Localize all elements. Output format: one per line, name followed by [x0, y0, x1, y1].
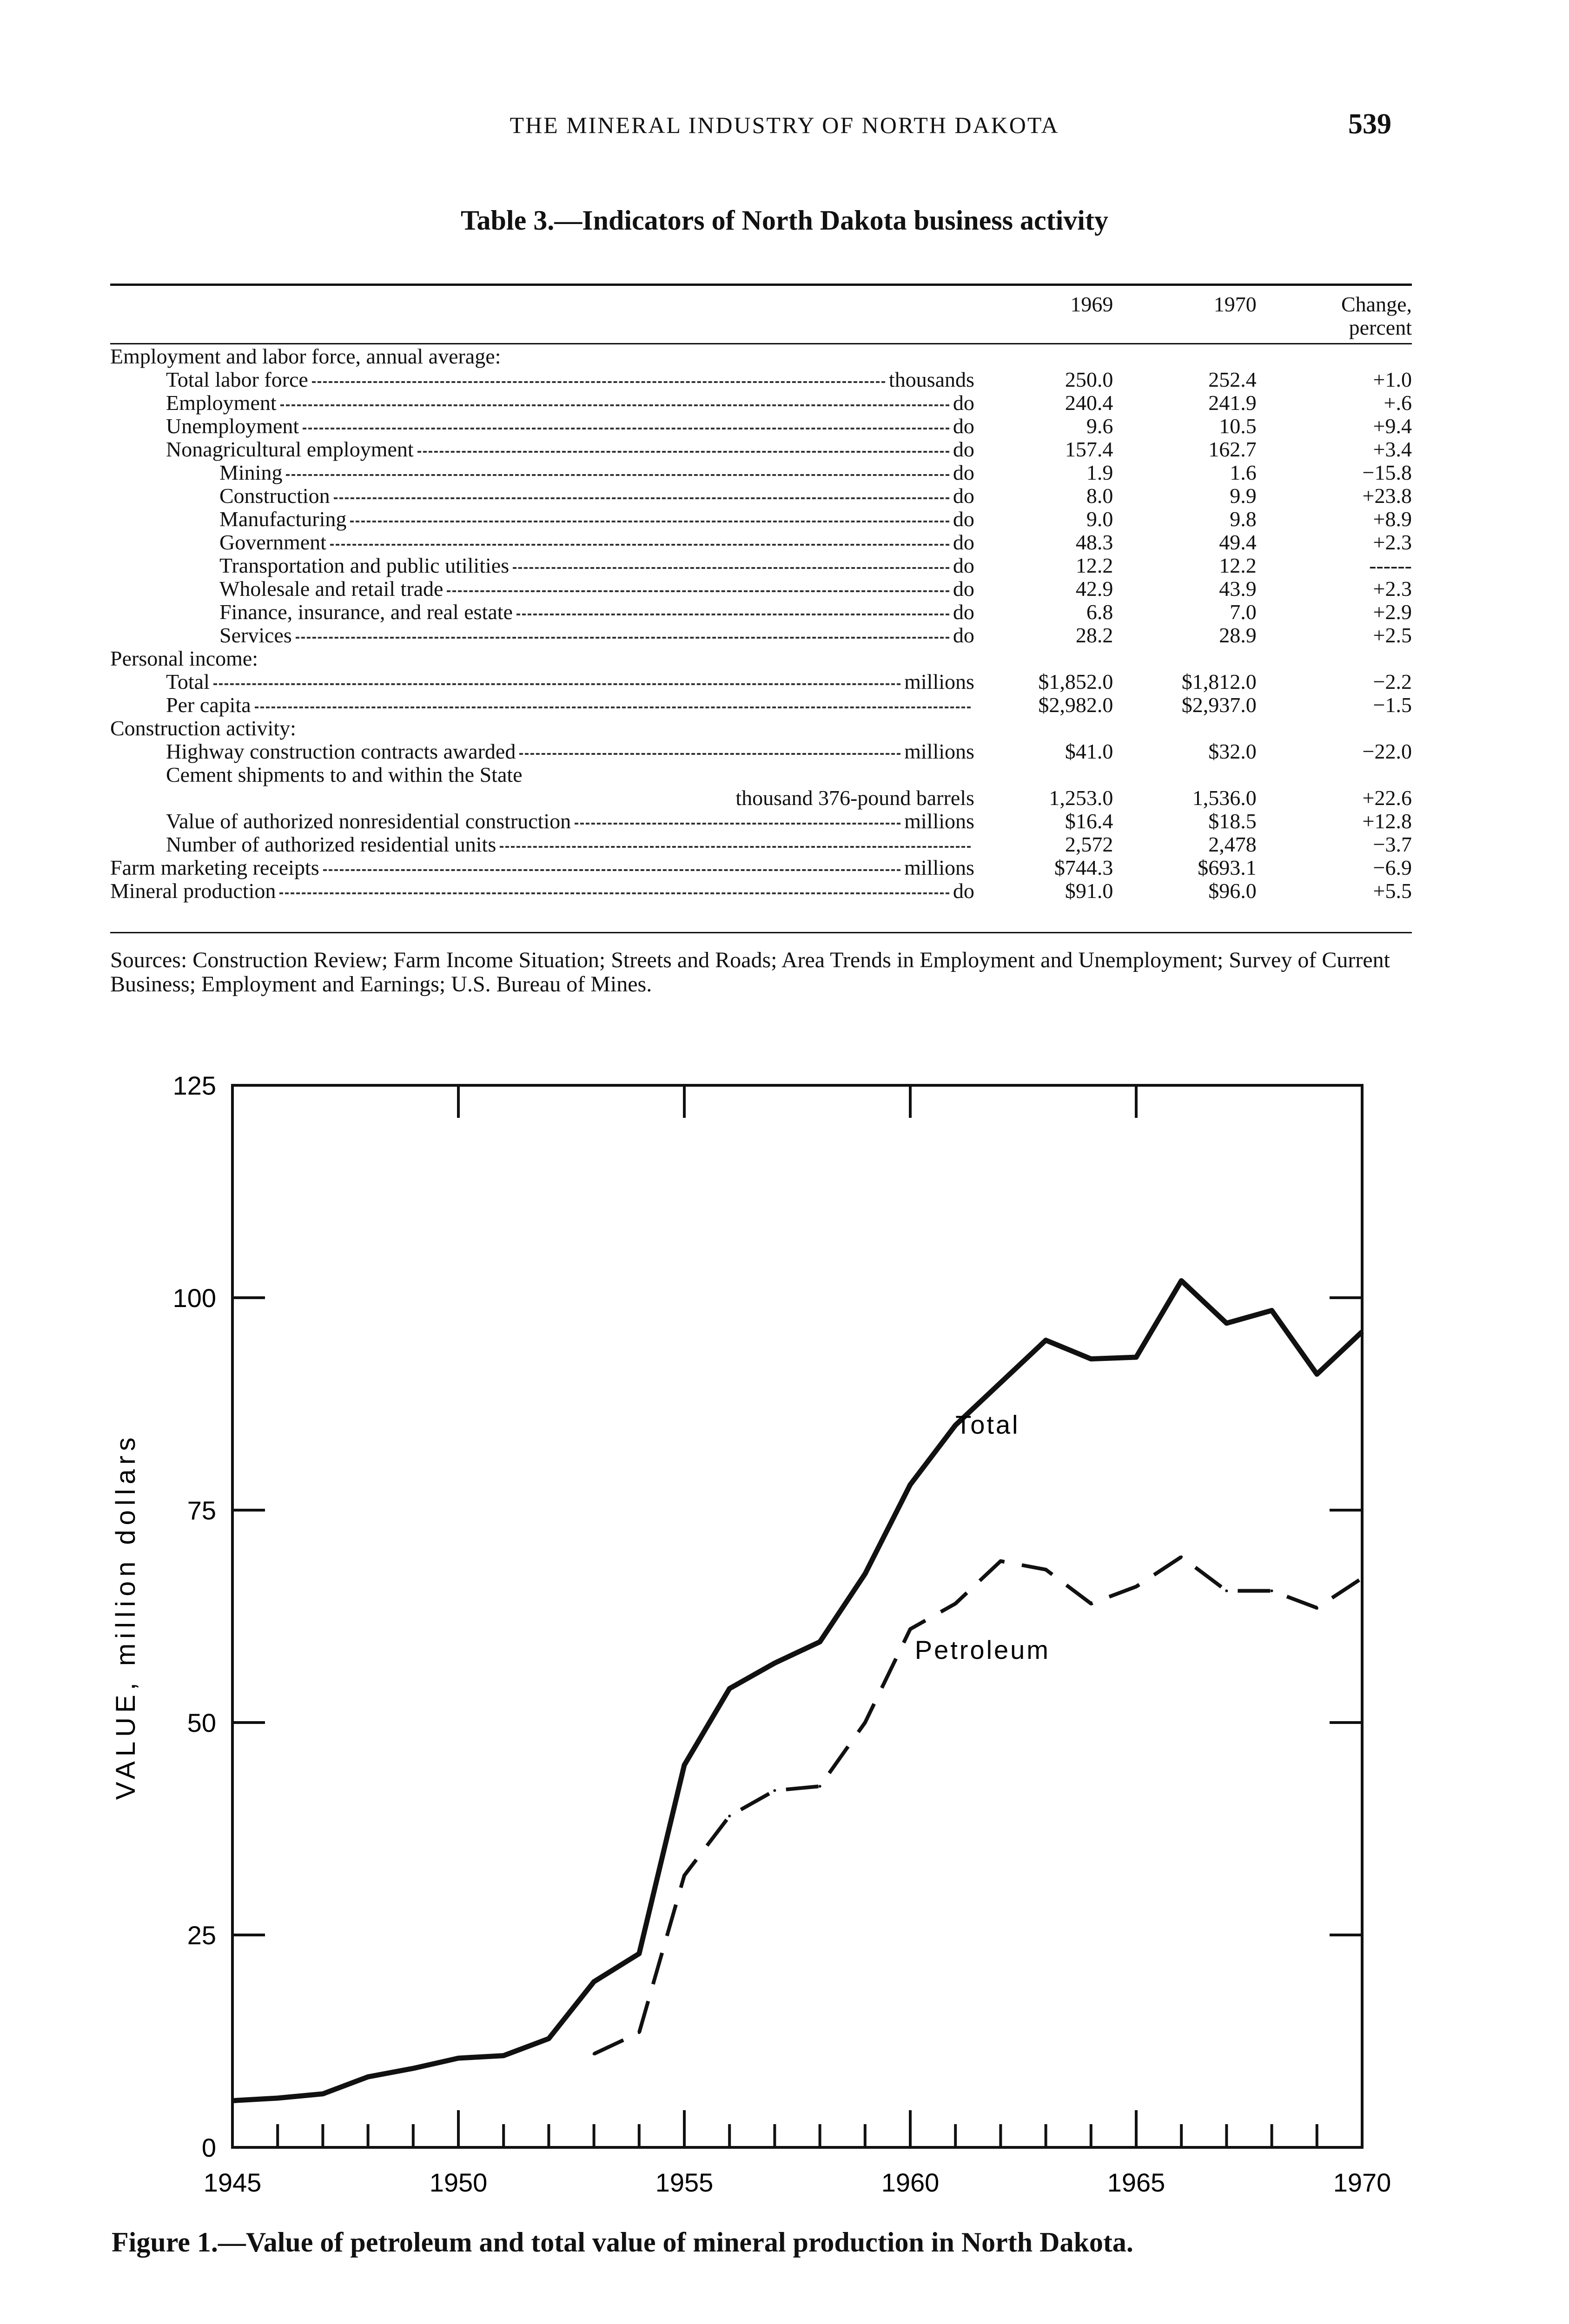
business-activity-table [110, 293, 1412, 903]
table-row [110, 717, 1412, 740]
row-unit: do [953, 879, 974, 903]
row-label-wrap [110, 740, 993, 763]
dot-leader [323, 869, 900, 871]
value-1970: $1,812.0 [1181, 670, 1257, 693]
data-point-total [638, 1952, 641, 1955]
row-label-cell [110, 415, 993, 438]
chart-labels [111, 1071, 1391, 2197]
x-tick-label: 1955 [655, 2168, 714, 2197]
chart-frame [232, 1085, 1362, 2147]
row-label-cell [110, 601, 993, 624]
row-unit: do [953, 461, 974, 484]
table-row [110, 461, 1412, 484]
table-sources-note: Sources: Construction Review; Farm Income Situation; Streets and Roads; Area Trends in Employment and Unemployment; Survey of Current Business; Employment and Earnings; U.S. Bureau of Mines. [110, 948, 1390, 997]
row-label-cell [110, 438, 993, 461]
row-unit: millions [904, 670, 974, 693]
row-label-wrap [110, 879, 993, 903]
data-point-petroleum [1361, 1577, 1364, 1579]
value-change: ------ [1369, 554, 1412, 577]
data-point-petroleum [1180, 1556, 1183, 1558]
data-point-total [367, 2075, 370, 2078]
value-1970: $32.0 [1208, 739, 1257, 763]
row-label-wrap [110, 693, 993, 717]
chart-ticks [232, 1085, 1362, 2147]
row-label: Employment [166, 391, 277, 415]
value-change: −3.7 [1373, 832, 1412, 856]
row-label-cell [110, 484, 993, 508]
table-row [110, 368, 1412, 391]
data-point-petroleum [1045, 1568, 1047, 1571]
row-label-wrap [110, 670, 993, 693]
data-point-total [547, 2037, 550, 2040]
dot-leader [334, 497, 949, 499]
value-1970: 252.4 [1208, 368, 1257, 391]
column-header-change-line1: Change, [1341, 292, 1412, 316]
table-row [110, 624, 1412, 647]
row-label-cell [110, 856, 993, 879]
table-row [110, 531, 1412, 554]
data-point-petroleum [773, 1789, 776, 1792]
table-row [110, 415, 1412, 438]
value-1970 [1136, 647, 1279, 670]
table-body [110, 345, 1412, 903]
data-point-total [593, 1981, 596, 1983]
data-point-total [457, 2057, 460, 2060]
value-change: +2.3 [1373, 577, 1412, 601]
row-label-wrap [110, 484, 993, 508]
table-row [110, 484, 1412, 508]
value-1969 [993, 647, 1136, 670]
data-point-petroleum [1135, 1585, 1138, 1588]
dot-leader [280, 404, 949, 406]
data-point-total [1225, 1322, 1228, 1325]
table-header-row [110, 293, 1412, 345]
value-1970: 9.9 [1230, 484, 1257, 508]
row-label: Highway construction contracts awarded [166, 739, 516, 763]
row-label-wrap [110, 763, 993, 786]
row-label-cell [110, 879, 993, 903]
row-label: Total labor force [166, 368, 308, 391]
value-change: +12.8 [1362, 809, 1412, 833]
value-change: +1.0 [1373, 368, 1412, 391]
row-unit: do [953, 577, 974, 601]
row-unit: do [953, 623, 974, 647]
row-label: Cement shipments to and within the State [166, 763, 523, 786]
data-point-total [412, 2067, 415, 2070]
value-change: −15.8 [1362, 461, 1412, 484]
y-tick-label: 50 [187, 1708, 216, 1737]
value-1970: 1,536.0 [1192, 786, 1257, 810]
row-label: Number of authorized residential units [166, 832, 497, 856]
value-change: +8.9 [1373, 507, 1412, 531]
row-label: Farm marketing receipts [110, 856, 319, 879]
value-1969: 1.9 [1086, 461, 1113, 484]
value-1970: 10.5 [1219, 414, 1257, 438]
y-tick-label: 100 [172, 1283, 216, 1313]
row-label: Total [166, 670, 210, 693]
data-point-total [321, 2093, 324, 2095]
data-point-petroleum [999, 1560, 1002, 1563]
x-tick-label: 1950 [429, 2168, 488, 2197]
value-1970: $693.1 [1198, 856, 1257, 879]
row-label-wrap [110, 856, 993, 879]
value-1970: 7.0 [1230, 600, 1257, 624]
row-label: Transportation and public utilities [219, 554, 510, 577]
data-point-total [276, 2097, 279, 2100]
data-point-petroleum [1225, 1590, 1228, 1592]
value-change [1280, 345, 1412, 368]
dot-leader [279, 892, 949, 894]
row-label-wrap [110, 461, 993, 484]
dot-leader [330, 544, 949, 546]
data-point-total [683, 1763, 686, 1766]
row-label: Unemployment [166, 414, 299, 438]
row-label-cell [110, 531, 993, 554]
dot-leader [213, 683, 900, 685]
data-point-petroleum [819, 1785, 821, 1788]
table-row [110, 554, 1412, 577]
data-point-petroleum [954, 1602, 957, 1605]
series-annotation-petroleum: Petroleum [914, 1635, 1050, 1664]
value-1969 [993, 763, 1136, 786]
value-1970 [1136, 763, 1279, 786]
data-point-total [1090, 1358, 1092, 1360]
value-1970: 49.4 [1219, 530, 1257, 554]
row-unit: do [953, 507, 974, 531]
table-row [110, 740, 1412, 763]
row-label-cell [110, 717, 993, 740]
value-1969: 1,253.0 [1049, 786, 1113, 810]
value-1969: $2,982.0 [1038, 693, 1113, 717]
data-point-petroleum [638, 2031, 641, 2034]
x-tick-label: 1965 [1107, 2168, 1165, 2197]
row-label: Mineral production [110, 879, 276, 903]
row-unit: do [953, 600, 974, 624]
row-label-wrap [110, 531, 993, 554]
row-label-cell [110, 647, 993, 670]
value-1970: 9.8 [1230, 507, 1257, 531]
row-unit: do [953, 391, 974, 415]
value-1969: $91.0 [1065, 879, 1113, 903]
dot-leader [516, 614, 949, 615]
row-label-wrap [110, 786, 993, 810]
table-row [110, 879, 1412, 903]
figure-caption: Figure 1.—Value of petroleum and total value of mineral production in North Dakota. [112, 2227, 1133, 2258]
data-point-petroleum [593, 2053, 596, 2055]
row-label: Value of authorized nonresidential construction [166, 809, 571, 833]
table-row [110, 810, 1412, 833]
row-label-cell [110, 833, 993, 856]
row-label: Mining [219, 461, 283, 484]
table-row [110, 438, 1412, 461]
table-row [110, 601, 1412, 624]
column-header-label [110, 293, 993, 345]
data-point-petroleum [909, 1628, 912, 1631]
running-head: THE MINERAL INDUSTRY OF NORTH DAKOTA [510, 112, 1059, 138]
row-label-wrap [110, 717, 993, 740]
data-point-petroleum [1271, 1590, 1273, 1592]
dot-leader [350, 521, 949, 522]
data-point-total [502, 2054, 505, 2057]
row-label-cell [110, 554, 993, 577]
value-change: −2.2 [1373, 670, 1412, 693]
row-label-cell [110, 461, 993, 484]
row-label: Wholesale and retail trade [219, 577, 444, 601]
column-header-change-line2: percent [1349, 316, 1412, 339]
value-1970: 12.2 [1219, 554, 1257, 577]
row-label-cell [110, 508, 993, 531]
row-label: Construction [219, 484, 330, 508]
value-change: −22.0 [1362, 739, 1412, 763]
page-number: 539 [1348, 108, 1391, 140]
series-line-total [232, 1281, 1362, 2100]
table-row [110, 577, 1412, 601]
row-unit: millions [904, 739, 974, 763]
row-label-wrap [110, 438, 993, 461]
value-change [1280, 717, 1412, 740]
row-label-wrap [110, 624, 993, 647]
petroleum-value-chart [0, 1046, 1569, 2208]
value-1969: 6.8 [1086, 600, 1113, 624]
data-point-petroleum [1090, 1602, 1092, 1605]
value-1969: 9.0 [1086, 507, 1113, 531]
row-unit: millions [904, 809, 974, 833]
value-change [1280, 647, 1412, 670]
row-label: Per capita [166, 693, 251, 717]
row-label-cell [110, 345, 993, 368]
value-1969: $1,852.0 [1038, 670, 1113, 693]
data-point-total [819, 1640, 821, 1643]
table-bottom-rule [110, 932, 1412, 933]
row-label-wrap [110, 601, 993, 624]
row-label: Manufacturing [219, 507, 347, 531]
data-point-total [1135, 1356, 1138, 1359]
value-1969: 240.4 [1065, 391, 1113, 415]
value-1970: $2,937.0 [1181, 693, 1257, 717]
table-top-rule [110, 284, 1412, 286]
dot-leader [575, 823, 900, 825]
value-1969: 48.3 [1075, 530, 1113, 554]
data-point-total [1180, 1279, 1183, 1282]
data-point-total [728, 1687, 731, 1690]
value-1970 [1136, 345, 1279, 368]
table-row [110, 786, 1412, 810]
data-point-total [864, 1572, 867, 1575]
table-row [110, 693, 1412, 717]
value-1969 [993, 717, 1136, 740]
data-point-total [909, 1483, 912, 1486]
data-point-petroleum [864, 1721, 867, 1724]
row-unit: millions [904, 856, 974, 879]
value-change: −6.9 [1373, 856, 1412, 879]
value-1969: 42.9 [1075, 577, 1113, 601]
value-1969: 28.2 [1075, 623, 1113, 647]
x-tick-label: 1960 [881, 2168, 940, 2197]
data-point-total [1316, 1373, 1318, 1376]
y-tick-label: 25 [187, 1921, 216, 1950]
value-1969: $744.3 [1054, 856, 1113, 879]
value-1970: 162.7 [1208, 437, 1257, 461]
value-1970: 43.9 [1219, 577, 1257, 601]
value-change: +2.5 [1373, 623, 1412, 647]
value-1970: 1.6 [1230, 461, 1257, 484]
dot-leader [513, 567, 949, 569]
row-label: Government [219, 530, 326, 554]
value-1969: $16.4 [1065, 809, 1113, 833]
column-header-change [1280, 293, 1412, 345]
row-label: Personal income: [110, 647, 258, 670]
data-point-total [231, 2099, 234, 2102]
value-1969: 157.4 [1065, 437, 1113, 461]
row-label-wrap [110, 508, 993, 531]
table-row [110, 345, 1412, 368]
row-unit: do [953, 530, 974, 554]
row-label-cell [110, 670, 993, 693]
value-change: +3.4 [1373, 437, 1412, 461]
row-label-cell [110, 763, 993, 786]
dot-leader [296, 637, 949, 639]
table-row [110, 856, 1412, 879]
row-label-wrap [110, 833, 993, 856]
row-unit: thousand 376-pound barrels [735, 786, 974, 810]
table-row [110, 647, 1412, 670]
value-1969: 9.6 [1086, 414, 1113, 438]
table-row [110, 391, 1412, 415]
row-label-cell [110, 786, 993, 810]
value-1969: 12.2 [1075, 554, 1113, 577]
row-unit: do [953, 484, 974, 508]
y-axis-label: VALUE, million dollars [111, 1433, 141, 1800]
x-tick-label: 1970 [1333, 2168, 1391, 2197]
dot-leader [519, 753, 900, 755]
series-annotation-total: Total [955, 1410, 1020, 1439]
row-label: Finance, insurance, and real estate [219, 600, 513, 624]
row-label-wrap [110, 368, 993, 391]
chart-series [231, 1279, 1364, 2102]
dot-leader [417, 451, 949, 453]
column-header-1969: 1969 [1070, 292, 1113, 316]
value-1969: 250.0 [1065, 368, 1113, 391]
row-unit: do [953, 554, 974, 577]
data-point-total [1361, 1330, 1364, 1333]
value-1969: 8.0 [1086, 484, 1113, 508]
value-change: +.6 [1384, 391, 1412, 415]
x-tick-label: 1945 [203, 2168, 262, 2197]
y-tick-label: 0 [201, 2133, 216, 2162]
data-point-total [1045, 1339, 1047, 1341]
value-change: +22.6 [1362, 786, 1412, 810]
value-change: +5.5 [1373, 879, 1412, 903]
row-label-wrap [110, 810, 993, 833]
value-1970 [1136, 717, 1279, 740]
row-label-wrap [110, 577, 993, 601]
row-label: Services [219, 623, 292, 647]
plot-area-border [232, 1085, 1362, 2147]
row-unit: do [953, 414, 974, 438]
data-point-total [773, 1662, 776, 1664]
table-row [110, 833, 1412, 856]
table-title: Table 3.—Indicators of North Dakota business activity [461, 205, 1108, 236]
row-label-cell [110, 693, 993, 717]
table-row [110, 670, 1412, 693]
value-1970: 28.9 [1219, 623, 1257, 647]
row-label-wrap [110, 345, 993, 368]
value-change: +2.9 [1373, 600, 1412, 624]
row-label-wrap [110, 415, 993, 438]
row-label-cell [110, 577, 993, 601]
value-change [1280, 763, 1412, 786]
row-label: Nonagricultural employment [166, 437, 414, 461]
dot-leader [286, 474, 949, 476]
row-label: Employment and labor force, annual average: [110, 344, 501, 368]
row-label-wrap [110, 554, 993, 577]
data-point-petroleum [683, 1874, 686, 1877]
dot-leader [447, 590, 949, 592]
dot-leader [303, 428, 949, 429]
row-label-wrap [110, 647, 993, 670]
row-unit: do [953, 437, 974, 461]
table-row [110, 763, 1412, 786]
table-row [110, 508, 1412, 531]
dot-leader [255, 706, 971, 708]
value-change: +9.4 [1373, 414, 1412, 438]
row-label-cell [110, 740, 993, 763]
column-header-1970: 1970 [1213, 292, 1257, 316]
value-1969: $41.0 [1065, 739, 1113, 763]
series-line-petroleum [594, 1557, 1362, 2054]
value-1970: $18.5 [1208, 809, 1257, 833]
dot-leader [312, 381, 885, 383]
value-1970: 2,478 [1208, 832, 1257, 856]
value-1970: 241.9 [1208, 391, 1257, 415]
row-label-wrap [110, 391, 993, 415]
row-label-cell [110, 624, 993, 647]
row-unit: thousands [888, 368, 974, 391]
dot-leader [500, 846, 971, 848]
row-label-cell [110, 391, 993, 415]
row-label: Construction activity: [110, 716, 296, 740]
data-point-petroleum [728, 1815, 731, 1817]
data-point-total [999, 1381, 1002, 1384]
row-label-cell [110, 810, 993, 833]
value-change: −1.5 [1373, 693, 1412, 717]
data-point-total [1271, 1309, 1273, 1312]
y-tick-label: 125 [172, 1071, 216, 1100]
value-change: +2.3 [1373, 530, 1412, 554]
value-1969: 2,572 [1065, 832, 1113, 856]
value-1970: $96.0 [1208, 879, 1257, 903]
value-1969 [993, 345, 1136, 368]
row-label-cell [110, 368, 993, 391]
value-change: +23.8 [1362, 484, 1412, 508]
y-tick-label: 75 [187, 1496, 216, 1525]
data-point-petroleum [1316, 1606, 1318, 1609]
